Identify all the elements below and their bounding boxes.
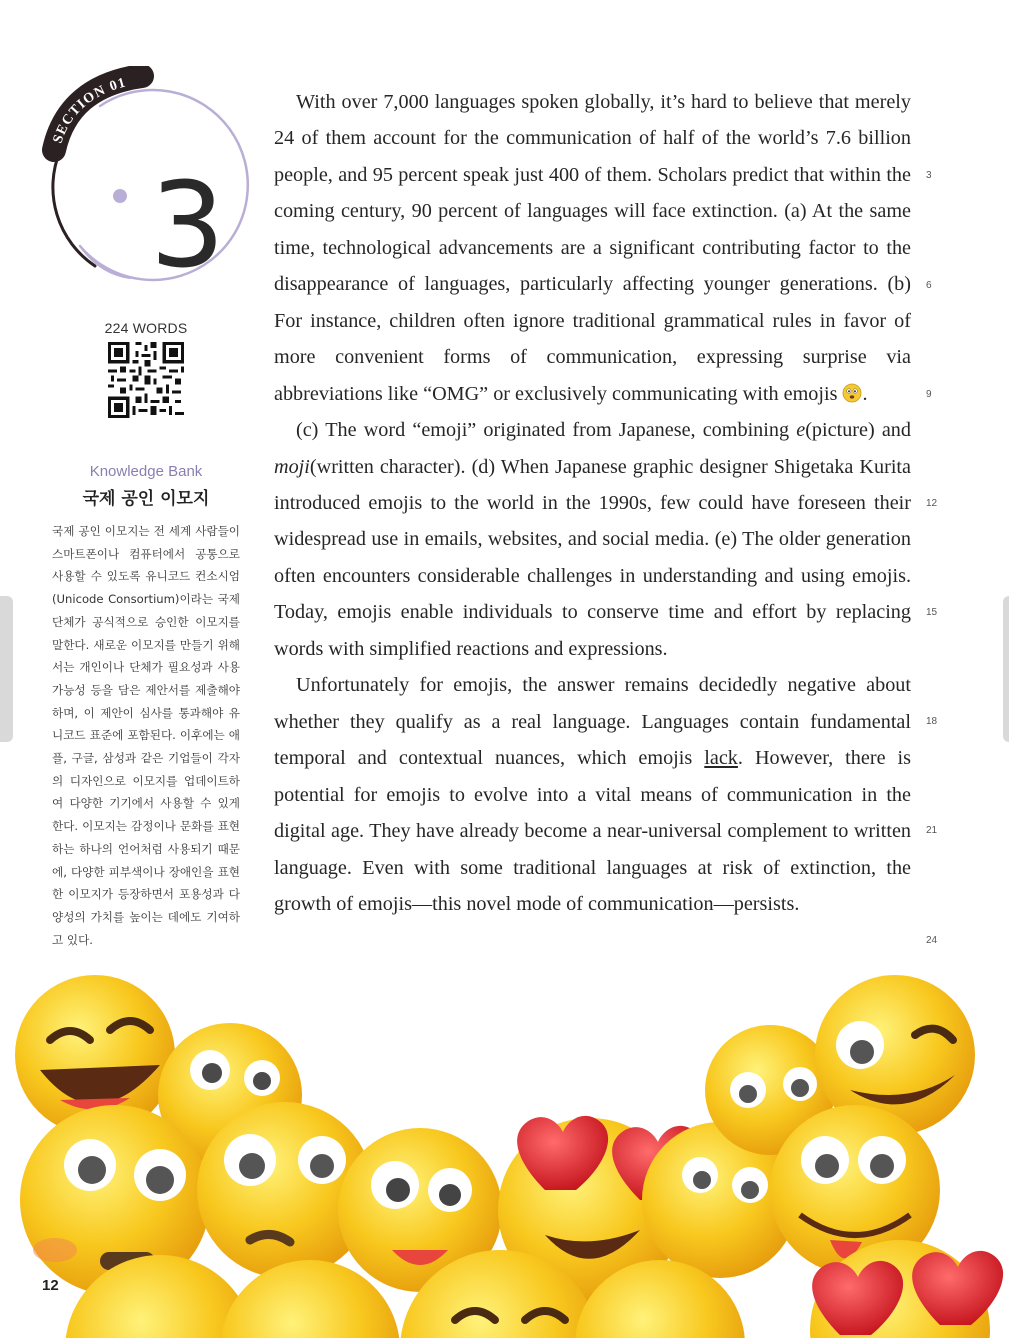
paragraph-1-end: . — [862, 382, 868, 405]
paragraph-2 — [274, 412, 911, 667]
emoji-faces-illustration — [0, 960, 1009, 1338]
paragraph-2-text-a: (c) The word “emoji” originated from Japanese, combining — [296, 419, 797, 442]
qr-code-icon[interactable] — [108, 342, 184, 418]
knowledge-bank-body: 국제 공인 이모지는 전 세계 사람들이 스마트폰이나 컴퓨터에서 공통으로 사용할 수 있도록 유니코드 컨소시엄(Unicode Consortium)이라는 국제 단체가 공식적으로 승인한 이모지를 말한다. 새로운 이모지를 만들기 위해서는 개인이나 단체가 필요성과 사용 가능성 등을 담은 제안서를 제출해야 하며, 이 제안이 심사를 통과해야 유니코드 표준에 포함된다. 이후에는 애플, 구글, 삼성과 같은 기업들이 각자의 디자인으로 이모지를 업데이트하여 다양한 기기에서 사용할 수 있게 한다. 이모지는 감정이나 문화를 표현하는 하나의 언어처럼 사용되기 때문에, 다양한 피부색이나 장애인을 표현한 이모지가 등장하면서 포용성과 다양성의 가치를 높이는 데에도 기여하고 있다. — [52, 524, 240, 947]
line-number: 9 — [926, 389, 932, 400]
section-number: 3 — [150, 156, 226, 294]
line-number: 24 — [926, 935, 938, 946]
term-e: e — [796, 419, 806, 442]
line-number: 3 — [926, 170, 932, 181]
underlined-word-lack: lack — [704, 747, 738, 770]
page-edge-tab-right — [1003, 596, 1009, 742]
term-moji: moji — [274, 455, 310, 478]
section-badge — [40, 66, 250, 294]
paragraph-2-text-b: (picture) and — [805, 419, 911, 442]
page-number: 12 — [42, 1277, 59, 1294]
paragraph-2-text-c: (written character). (d) When Japanese graphic designer Shigetaka Kurita introduced emojis to the world in the 1990s, few could have foreseen their widespread use in emails, websites, and social media. (e) The older generation often encounters considerable challenges in understanding and using emojis. Today, emojis enable individuals to conserve time and effort by replacing words with simplified reactions and expressions. — [274, 455, 911, 660]
page-edge-tab-left — [0, 596, 13, 742]
line-number: 12 — [926, 498, 938, 509]
surprised-face-icon — [842, 383, 862, 403]
section-label: SECTION 01 — [50, 75, 129, 146]
knowledge-bank-subtitle: 국제 공인 이모지 — [82, 489, 210, 509]
paragraph-1-text: With over 7,000 languages spoken globally, it’s hard to believe that merely 24 of them account for the communication of half of the world’s 7.6 billion people, and 95 percent speak just 400 of them. Scholars predict that within the coming century, 90 percent of languages will face extinction. (a) At the same time, technological advancements are a significant contributing factor to the disappearance of languages, particularly affecting younger generations. (b) For instance, children often ignore traditional grammatical rules in favor of more convenient forms of communication, expressing surprise via abbreviations like “OMG” or exclusively communicating with emojis — [274, 91, 911, 405]
paragraph-3-text-b: . However, there is potential for emojis to evolve into a vital means of communication in the digital age. They have already become a near-universal complement to written language. Even with some traditional languages at risk of extinction, the growth of emojis—this novel mode of communication—persists. — [274, 747, 911, 915]
line-number: 15 — [926, 607, 938, 618]
word-count: 224 WORDS — [104, 320, 188, 336]
paragraph-3-text-a: Unfortunately for emojis, the answer remains decidedly negative about whether they qualify as a real language. Languages contain fundamental temporal and contextual nuances, which emojis — [274, 674, 911, 770]
paragraph-3 — [274, 667, 911, 922]
line-number: 18 — [926, 716, 938, 727]
line-number: 21 — [926, 825, 938, 836]
reading-passage — [274, 84, 911, 922]
paragraph-1 — [274, 84, 911, 412]
knowledge-bank-title: Knowledge Bank — [89, 463, 203, 480]
line-number: 6 — [926, 280, 932, 291]
